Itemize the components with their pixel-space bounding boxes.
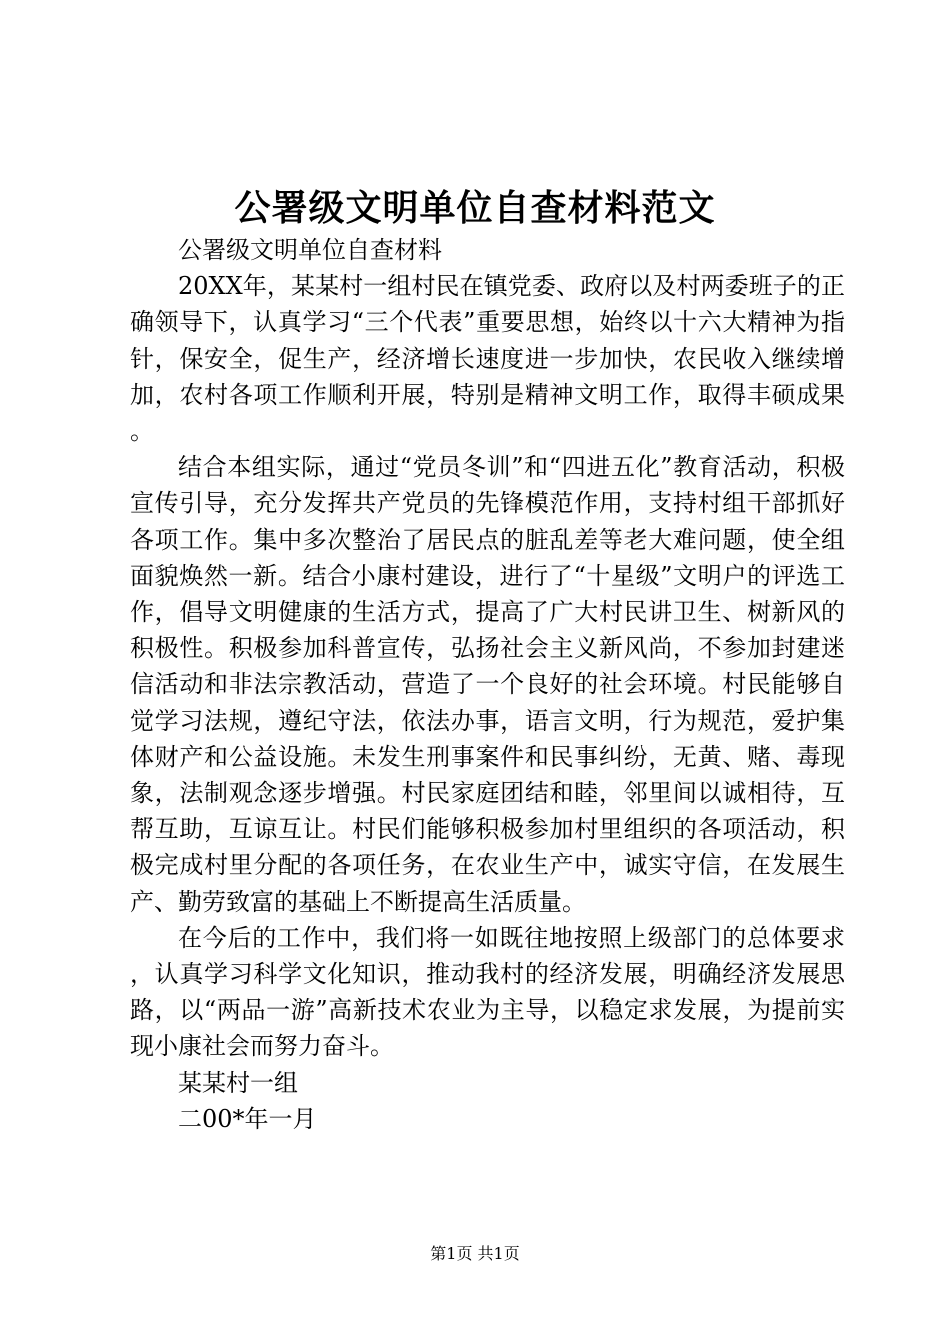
document-title: 公署级文明单位自查材料范文	[234, 187, 716, 229]
body-paragraph-intro: 20XX年，某某村一组村民在镇党委、政府以及村两委班子的正确领导下，认真学习“三个代表”重要思想，始终以十六大精神为指针，保安全，促生产，经济增长速度进一步加快，农民收入继续增加，农村各项工作顺利开展，特别是精神文明工作，取得丰硕成果。	[130, 272, 845, 446]
page-number-footer: 第1页 共1页	[430, 1244, 520, 1263]
subtitle-paragraph: 公署级文明单位自查材料	[178, 236, 442, 264]
body-paragraph-details: 结合本组实际，通过“党员冬训”和“四进五化”教育活动，积极宣传引导，充分发挥共产党员的先锋模范作用，支持村组干部抓好各项工作。集中多次整治了居民点的脏乱差等老大难问题，使全组面貌焕然一新。结合小康村建设，进行了“十星级”文明户的评选工作，倡导文明健康的生活方式，提高了广大村民讲卫生、树新风的积极性。积极参加科普宣传，弘扬社会主义新风尚，不参加封建迷信活动和非法宗教活动，营造了一个良好的社会环境。村民能够自觉学习法规，遵纪守法，依法办事，语言文明，行为规范，爱护集体财产和公益设施。未发生刑事案件和民事纠纷，无黄、赌、毒现象，法制观念逐步增强。村民家庭团结和睦，邻里间以诚相待，互帮互助，互谅互让。村民们能够积极参加村里组织的各项活动，积极完成村里分配的各项任务，在农业生产中，诚实守信，在发展生产、勤劳致富的基础上不断提高生活质量。	[130, 453, 845, 916]
signature-date: 二00*年一月	[178, 1104, 317, 1133]
signature-organization: 某某村一组	[178, 1068, 298, 1097]
document-body	[130, 232, 845, 1137]
body-paragraph-future: 在今后的工作中，我们将一如既往地按照上级部门的总体要求，认真学习科学文化知识，推动我村的经济发展，明确经济发展思路，以“两品一游”高新技术农业为主导，以稳定求发展，为提前实现小康社会而努力奋斗。	[130, 923, 845, 1061]
